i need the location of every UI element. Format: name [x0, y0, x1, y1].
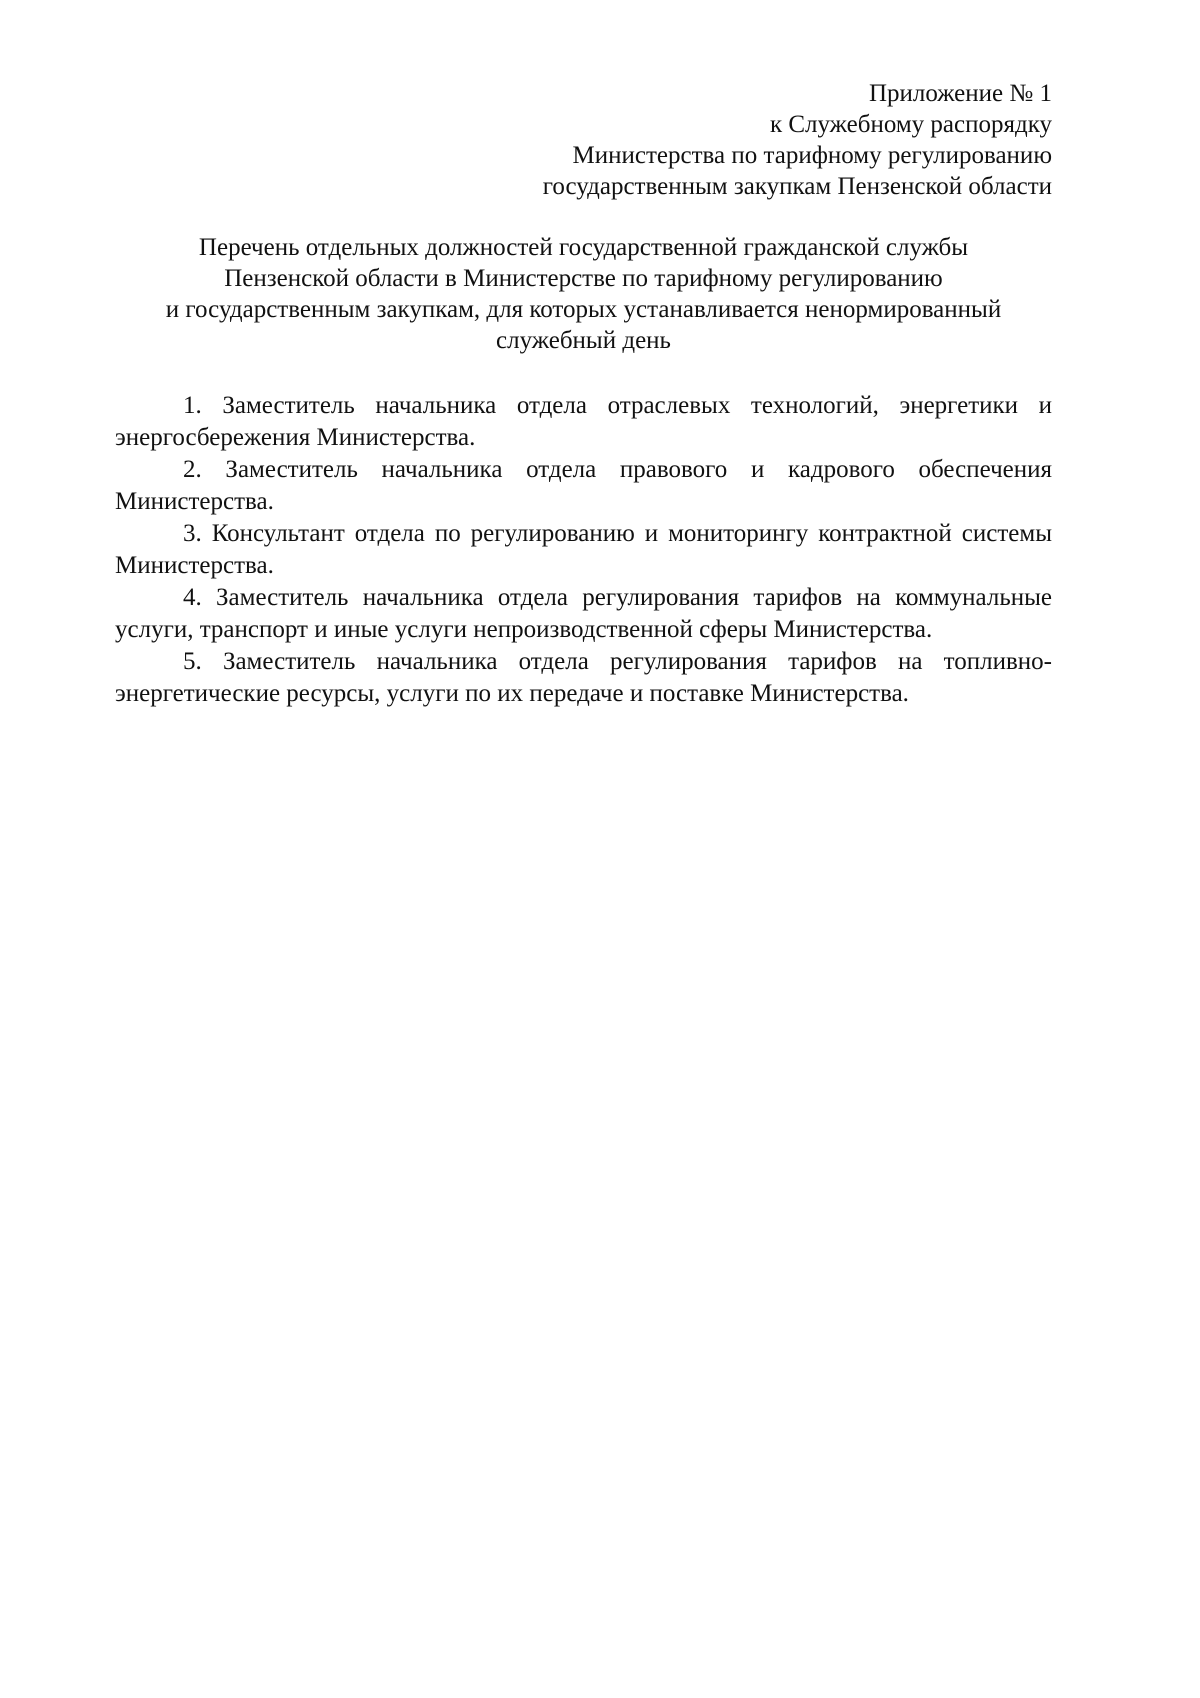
- title-line-4: служебный день: [496, 327, 671, 354]
- annex-block: [115, 78, 1052, 202]
- annex-line-3: Министерства по тарифному регулированию: [572, 142, 1052, 169]
- list-item: 1. Заместитель начальника отдела отраслевых технологий, энергетики и энергосбережения Министерства.: [115, 392, 1052, 451]
- list-item: 3. Консультант отдела по регулированию и мониторингу контрактной системы Министерства.: [115, 520, 1052, 579]
- list-item: 4. Заместитель начальника отдела регулирования тарифов на коммунальные услуги, транспорт и иные услуги непроизводственной сферы Министерства.: [115, 584, 1052, 643]
- list-item: 2. Заместитель начальника отдела правового и кадрового обеспечения Министерства.: [115, 456, 1052, 515]
- annex-line-4: государственным закупкам Пензенской области: [542, 173, 1052, 200]
- title-line-3: и государственным закупкам, для которых устанавливается ненормированный: [165, 296, 1002, 323]
- list-item: 5. Заместитель начальника отдела регулирования тарифов на топливно-энергетические ресурсы, услуги по их передаче и поставке Министерства.: [115, 648, 1052, 707]
- annex-line-1: Приложение № 1: [868, 80, 1052, 107]
- document-title: [115, 232, 1052, 356]
- title-line-1: Перечень отдельных должностей государственной гражданской службы: [198, 234, 969, 261]
- annex-line-2: к Служебному распорядку: [769, 111, 1052, 138]
- positions-list: [115, 390, 1052, 710]
- title-line-2: Пензенской области в Министерстве по тарифному регулированию: [224, 265, 943, 292]
